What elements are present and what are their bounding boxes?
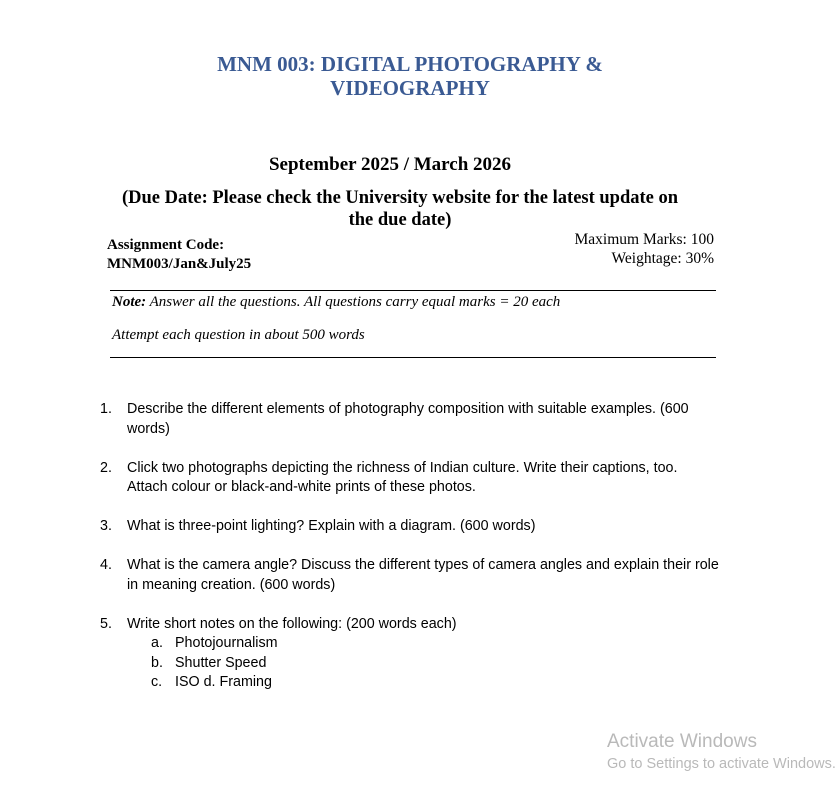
question-text: What is the camera angle? Discuss the different types of camera angles and explain their role in meaning creation. (600 words) <box>127 557 719 593</box>
question-item <box>100 517 720 537</box>
sub-question-label: b. <box>151 654 163 671</box>
sub-question-label: c. <box>151 674 163 690</box>
activate-windows-watermark <box>607 730 836 774</box>
session-heading: September 2025 / March 2026 <box>268 154 512 175</box>
question-number: 2. <box>100 459 112 476</box>
sub-question <box>127 654 720 674</box>
question-number: 5. <box>100 615 112 632</box>
question-item <box>100 556 720 595</box>
question-list <box>100 400 720 712</box>
sub-question-label: a. <box>151 635 163 651</box>
weightage: Weightage: 30% <box>611 250 714 267</box>
title-line-2: VIDEOGRAPHY <box>330 76 490 100</box>
due-line-1: (Due Date: Please check the University website for the latest update on <box>121 188 679 208</box>
sub-question-text: ISO d. Framing <box>175 674 272 690</box>
note-label: Note: <box>112 294 147 310</box>
assignment-code-label: Assignment Code: <box>107 237 225 253</box>
attempt-instruction: Attempt each question in about 500 words <box>112 327 365 343</box>
sub-question <box>127 634 720 654</box>
assignment-code <box>107 236 251 274</box>
document-title <box>200 52 620 100</box>
note-instruction <box>112 294 560 311</box>
question-item <box>100 615 720 693</box>
maximum-marks: Maximum Marks: 100 <box>574 231 714 248</box>
top-divider <box>110 290 716 291</box>
bottom-divider <box>110 357 716 358</box>
marks-info <box>575 230 715 268</box>
sub-question <box>127 673 720 693</box>
sub-question-text: Photojournalism <box>175 635 278 651</box>
question-item <box>100 400 720 439</box>
due-line-2: the due date) <box>348 210 452 230</box>
question-number: 3. <box>100 518 112 534</box>
assignment-code-value: MNM003/Jan&July25 <box>107 256 252 272</box>
title-line-1: MNM 003: DIGITAL PHOTOGRAPHY & <box>217 52 603 76</box>
question-number: 4. <box>100 557 112 573</box>
question-item <box>100 459 720 498</box>
note-text: Answer all the questions. All questions carry equal marks = 20 each <box>146 294 561 310</box>
question-text: What is three-point lighting? Explain with a diagram. (600 words) <box>127 518 536 534</box>
question-text: Describe the different elements of photography composition with suitable examples. (600 words) <box>127 401 689 437</box>
due-date-note <box>110 187 690 231</box>
question-text: Click two photographs depicting the richness of Indian culture. Write their captions, too. Attach colour or black-and-white prints of these photos. <box>127 459 678 495</box>
watermark-subtitle: Go to Settings to activate Windows. <box>607 756 836 772</box>
watermark-title: Activate Windows <box>607 731 757 752</box>
question-number: 1. <box>100 401 112 417</box>
question-text: Write short notes on the following: (200 words each) <box>127 615 457 632</box>
sub-question-text: Shutter Speed <box>175 654 267 671</box>
